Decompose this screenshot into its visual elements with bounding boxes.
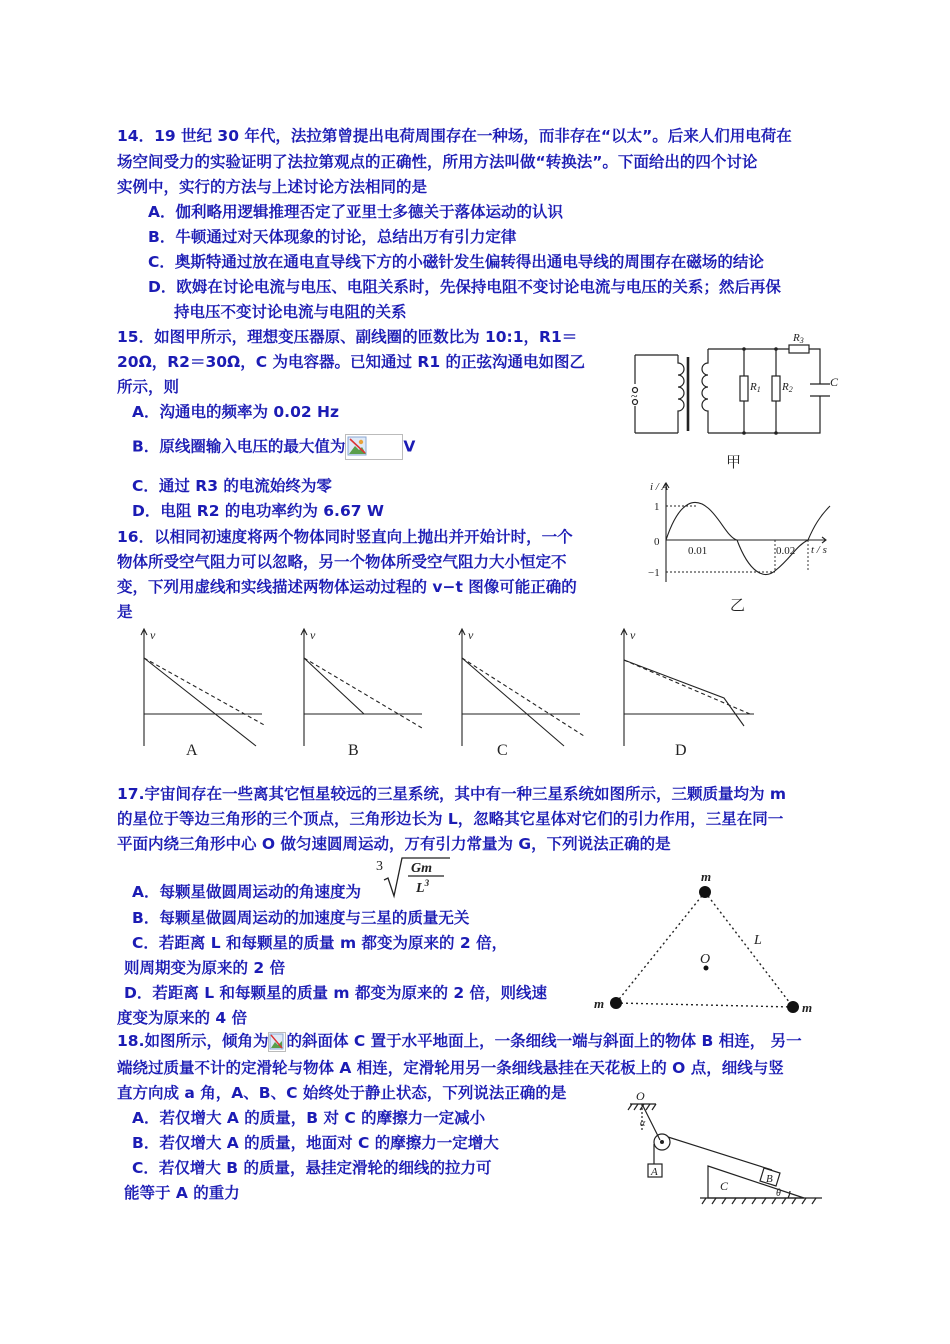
v-axis-label: v xyxy=(310,628,316,642)
q18-stem-line-3: 直方向成 a 角，A、B、C 始终处于静止状态，下列说法正确的是 xyxy=(117,1084,567,1102)
t-tick-1: 0.01 xyxy=(688,545,708,557)
q17-option-b: B．每颗星做圆周运动的加速度与三星的质量无关 xyxy=(132,909,470,927)
y-tick-positive: 1 xyxy=(654,501,660,513)
broken-image-icon xyxy=(268,1032,286,1052)
v-axis-label: v xyxy=(150,628,156,642)
vt-graph-b xyxy=(294,626,434,752)
q18-option-c-line-2: 能等于 A 的重力 xyxy=(124,1184,240,1202)
broken-image-icon xyxy=(345,434,403,460)
svg-text:O: O xyxy=(700,952,711,967)
q15-option-d: D．电阻 R2 的电功率约为 6.67 W xyxy=(132,502,385,520)
q14-option-d-line-2: 持电压不变讨论电流与电阻的关系 xyxy=(174,303,407,321)
q17-option-c-line-2: 则周期变为原来的 2 倍 xyxy=(124,959,286,977)
graph-b-label: B xyxy=(348,742,359,759)
t-tick-2: 0.02 xyxy=(776,545,796,557)
origin-label: 0 xyxy=(654,536,660,548)
pulley-incline-diagram xyxy=(616,1086,830,1216)
q15-stem-line-1: 15．如图甲所示，理想变压器原、副线圈的匝数比为 10:1，R1＝ xyxy=(117,328,578,346)
q17-stem-line-3: 平面内绕三角形中心 O 做匀速圆周运动，万有引力常量为 G，下列说法正确的是 xyxy=(117,835,671,853)
star-right xyxy=(787,1001,799,1013)
svg-text:m: m xyxy=(701,872,712,884)
q17-stem-line-2: 的星位于等边三角形的三个顶点，三角形边长为 L，忽略其它星体对它们的引力作用，三星在同一 xyxy=(117,810,784,828)
q15-stem-line-2: 20Ω，R2＝30Ω，C 为电容器。已知通过 R1 的正弦沟通电如图乙 xyxy=(117,353,585,371)
q15-option-b-unit: V xyxy=(403,437,416,456)
svg-text:B: B xyxy=(766,1173,773,1185)
svg-text:α: α xyxy=(640,1118,646,1129)
svg-text:m: m xyxy=(802,1000,813,1015)
r3-label: R3 xyxy=(793,332,804,345)
q17-option-c-line-1: C．若距离 L 和每颗星的质量 m 都变为原来的 2 倍， xyxy=(132,934,508,952)
q15-option-b xyxy=(132,434,415,460)
q15-option-c: C．通过 R3 的电流始终为零 xyxy=(132,477,332,495)
q17-option-d-line-1: D．若距离 L 和每颗星的质量 m 都变为原来的 2 倍，则线速 xyxy=(124,984,548,1002)
q14-option-c: C．奥斯特通过放在通电直导线下方的小磁针发生偏转得出通电导线的周围存在磁场的结论 xyxy=(148,253,764,271)
r1-label: R1 xyxy=(750,381,761,394)
vt-graph-d xyxy=(614,626,764,752)
q17-option-d-line-2: 度变为原来的 4 倍 xyxy=(117,1009,248,1027)
svg-text:m: m xyxy=(594,996,605,1011)
svg-text:A: A xyxy=(651,1166,658,1178)
svg-text:O: O xyxy=(636,1089,645,1103)
svg-text:L: L xyxy=(754,933,762,948)
graph-d-label: D xyxy=(675,742,687,759)
q17-option-a: A．每颗星做圆周运动的角速度为 xyxy=(132,883,361,901)
graph-a-label: A xyxy=(186,742,198,759)
circuit-diagram-jia xyxy=(630,328,850,470)
q14-stem-line-3: 实例中，实行的方法与上述讨论方法相同的是 xyxy=(117,178,428,196)
cube-root-formula xyxy=(374,854,454,900)
q16-stem-line-4: 是 xyxy=(117,603,133,621)
q14-stem-line-2: 场空间受力的实验证明了法拉第观点的正确性，所用方法叫做“转换法”。下面给出的四个讨论 xyxy=(117,153,758,171)
vt-graph-c xyxy=(452,626,592,752)
q18-option-c-line-1: C．若仅增大 B 的质量，悬挂定滑轮的细线的拉力可 xyxy=(132,1159,492,1177)
q18-option-b: B．若仅增大 A 的质量，地面对 C 的摩擦力一定增大 xyxy=(132,1134,499,1152)
figure-jia-caption: 甲 xyxy=(726,455,742,471)
sine-current-graph-yi xyxy=(636,478,836,586)
capacitor-label: C xyxy=(830,375,839,389)
q17-stem-line-1: 17.宇宙间存在一些离其它恒星较远的三星系统，其中有一种三星系统如图所示，三颗质量均为 m xyxy=(117,785,787,803)
svg-text:L3: $L^3$ xyxy=(416,878,430,896)
y-tick-negative: −1 xyxy=(648,567,660,579)
q18-stem-line-1: 18.如图所示，倾角为 的斜面体 C 置于水平地面上，一条细线一端与斜面上的物体 B 相连， 另一 xyxy=(117,1032,802,1050)
v-axis-label: v xyxy=(468,628,474,642)
q15-option-b-text: B．原线圈输入电压的最大值为 xyxy=(132,437,346,456)
q18-option-a: A．若仅增大 A 的质量，B 对 C 的摩擦力一定减小 xyxy=(132,1109,486,1127)
star-top xyxy=(699,886,711,898)
q18-stem-line-2: 端绕过质量不计的定滑轮与物体 A 相连，定滑轮用另一条细线悬挂在天花板上的 O 点，细线与竖 xyxy=(117,1059,784,1077)
q14-option-b: B．牛顿通过对天体现象的讨论，总结出万有引力定律 xyxy=(148,228,517,246)
vt-graph-a xyxy=(134,626,274,752)
figure-yi-caption: 乙 xyxy=(730,598,746,614)
svg-text:Gm: Gm xyxy=(411,861,432,876)
svg-text:θ: θ xyxy=(776,1188,781,1199)
x-axis-label: t / s xyxy=(811,544,827,556)
q16-stem-line-1: 16．以相同初速度将两个物体同时竖直向上抛出并开始计时，一个 xyxy=(117,528,573,546)
q14-stem-line-1: 14．19 世纪 30 年代，法拉第曾提出电荷周围存在一种场，而非存在“以太”。后来人们用电荷在 xyxy=(117,127,792,145)
star-left xyxy=(610,997,622,1009)
svg-text:3: 3 xyxy=(376,859,383,874)
q16-stem-line-2: 物体所受空气阻力可以忽略，另一个物体所受空气阻力大小恒定不 xyxy=(117,553,567,571)
v-axis-label: v xyxy=(630,628,636,642)
q14-option-d-line-1: D．欧姆在讨论电流与电压、电阻关系时，先保持电阻不变讨论电流与电压的关系；然后再保 xyxy=(148,278,781,296)
y-axis-label: i / A xyxy=(650,481,669,493)
ac-source-symbol: ~ xyxy=(631,389,638,403)
graph-c-label: C xyxy=(497,742,508,759)
q15-option-a: A．沟通电的频率为 0.02 Hz xyxy=(132,403,340,421)
q16-stem-line-3: 变，下列用虚线和实线描述两物体运动过程的 v−t 图像可能正确的 xyxy=(117,578,577,596)
r2-label: R2 xyxy=(782,381,793,394)
q14-option-a: A．伽利略用逻辑推理否定了亚里士多德关于落体运动的认识 xyxy=(148,203,563,221)
three-star-diagram xyxy=(592,872,832,1022)
q15-stem-line-3: 所示，则 xyxy=(117,378,180,396)
svg-text:C: C xyxy=(720,1179,729,1193)
